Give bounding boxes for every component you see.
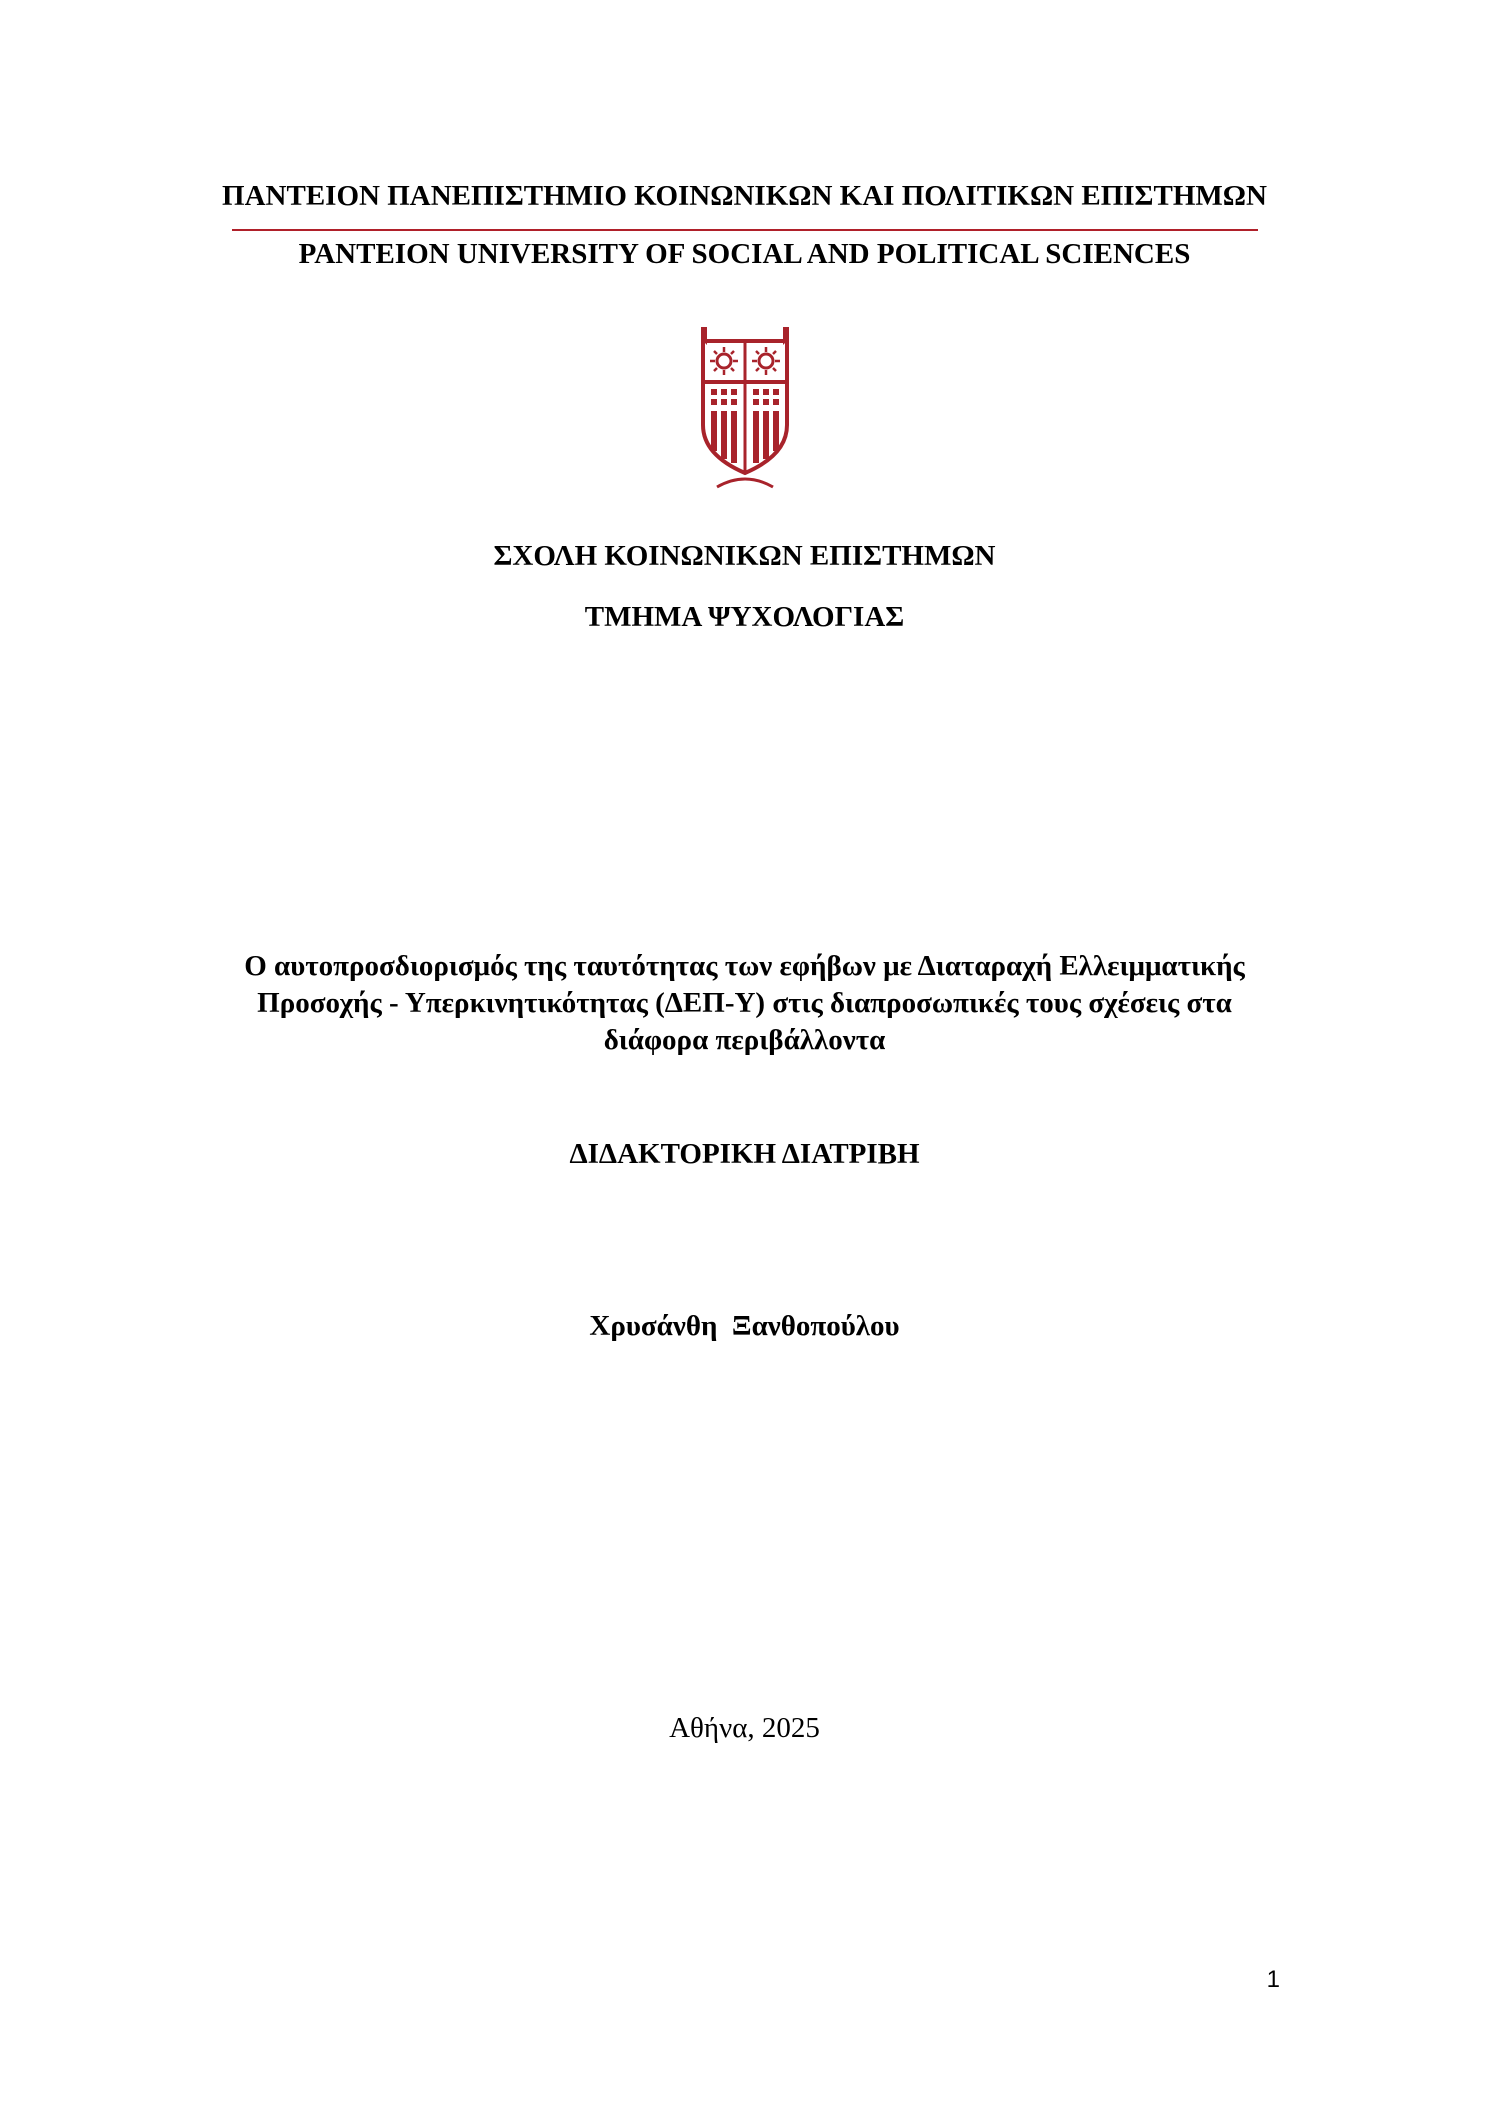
place-date: Αθήνα, 2025 (669, 1712, 820, 1744)
department-name: ΤΜΗΜΑ ΨΥΧΟΛΟΓΙΑΣ (584, 601, 905, 633)
thesis-title-line: Προσοχής - Υπερκινητικότητας (ΔΕΠ-Υ) στις διαπροσωπικές τους σχέσεις στα (257, 987, 1232, 1019)
header-rule (232, 229, 1258, 231)
thesis-title-line: Ο αυτοπροσδιορισμός της ταυτότητας των εφήβων με Διαταραχή Ελλειμματικής (244, 950, 1245, 982)
university-name-english: PANTEION UNIVERSITY OF SOCIAL AND POLITICAL SCIENCES (298, 238, 1191, 270)
university-crest-icon (697, 325, 793, 490)
page-number: 1 (1266, 1966, 1280, 1993)
author-name: Χρυσάνθη Ξανθοπούλου (589, 1310, 900, 1342)
thesis-title (150, 948, 1339, 1059)
university-name-greek: ΠΑΝΤΕΙΟΝ ΠΑΝΕΠΙΣΤΗΜΙΟ ΚΟΙΝΩΝΙΚΩΝ ΚΑΙ ΠΟΛΙΤΙΚΩΝ ΕΠΙΣΤΗΜΩΝ (222, 180, 1267, 212)
thesis-title-line: διάφορα περιβάλλοντα (603, 1024, 886, 1056)
thesis-type: ΔΙΔΑΚΤΟΡΙΚΗ ΔΙΑΤΡΙΒΗ (569, 1138, 920, 1170)
school-name: ΣΧΟΛΗ ΚΟΙΝΩΝΙΚΩΝ ΕΠΙΣΤΗΜΩΝ (493, 540, 996, 572)
